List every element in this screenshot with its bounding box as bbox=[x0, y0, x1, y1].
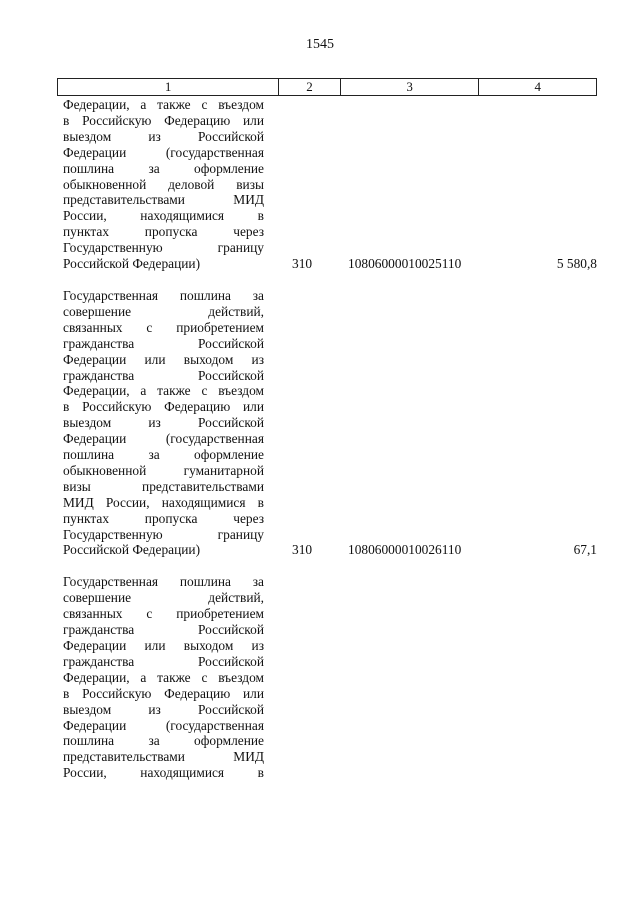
header-col-3: 3 bbox=[341, 79, 479, 95]
description-line: Государственная пошлина за bbox=[63, 574, 264, 590]
row-description bbox=[63, 97, 264, 272]
description-line: в Российскую Федерацию или bbox=[63, 399, 264, 415]
row-gap bbox=[63, 558, 603, 574]
table-row bbox=[63, 574, 603, 781]
table-header bbox=[57, 78, 597, 96]
description-line: Государственную границу bbox=[63, 526, 264, 542]
description-line: Государственная пошлина за bbox=[63, 287, 264, 303]
row-description bbox=[63, 288, 264, 558]
table-row bbox=[63, 97, 603, 272]
table-body bbox=[63, 97, 603, 781]
row-gap bbox=[63, 272, 603, 288]
description-line: связанных с приобретением bbox=[63, 319, 264, 335]
description-line: в Российскую Федерацию или bbox=[63, 112, 264, 128]
description-line: обыкновенной гуманитарной bbox=[63, 462, 264, 478]
row-admin-code: 310 bbox=[292, 256, 313, 272]
description-line: Федерации (государственная bbox=[63, 431, 264, 447]
row-kbk-code: 10806000010026110 bbox=[348, 542, 462, 558]
description-line: представительствами МИД bbox=[63, 749, 264, 765]
description-line: гражданства Российской bbox=[63, 367, 264, 383]
description-line: связанных с приобретением bbox=[63, 606, 264, 622]
header-col-2: 2 bbox=[279, 79, 341, 95]
description-line: России, находящимися в bbox=[63, 208, 264, 224]
description-line: Государственную границу bbox=[63, 240, 264, 256]
description-line: визы представительствами bbox=[63, 478, 264, 494]
description-line: обыкновенной деловой визы bbox=[63, 176, 264, 192]
description-line: Федерации или выходом из bbox=[63, 351, 264, 367]
description-line: пошлина за оформление bbox=[63, 733, 264, 749]
description-line: Федерации (государственная bbox=[63, 717, 264, 733]
row-amount: 67,1 bbox=[573, 542, 597, 558]
description-line: представительствами МИД bbox=[63, 192, 264, 208]
description-line: пошлина за оформление bbox=[63, 447, 264, 463]
description-line: Федерации, а также с въездом bbox=[63, 669, 264, 685]
description-line: пунктах пропуска через bbox=[63, 224, 264, 240]
page-number: 1545 bbox=[306, 37, 334, 52]
row-admin-code: 310 bbox=[292, 542, 313, 558]
description-line: России, находящимися в bbox=[63, 765, 264, 781]
description-line: гражданства Российской bbox=[63, 653, 264, 669]
description-line: Федерации, а также с въездом bbox=[63, 97, 264, 112]
description-line: совершение действий, bbox=[63, 590, 264, 606]
row-kbk-code: 10806000010025110 bbox=[348, 256, 462, 272]
row-description bbox=[63, 574, 264, 781]
description-line: выездом из Российской bbox=[63, 128, 264, 144]
description-line: Российской Федерации) bbox=[63, 256, 201, 272]
description-line: пунктах пропуска через bbox=[63, 510, 264, 526]
description-line: выездом из Российской bbox=[63, 415, 264, 431]
description-line: выездом из Российской bbox=[63, 701, 264, 717]
table-row bbox=[63, 288, 603, 558]
description-line: Федерации или выходом из bbox=[63, 638, 264, 653]
row-amount: 5 580,8 bbox=[556, 256, 597, 272]
header-col-4: 4 bbox=[534, 79, 541, 94]
description-line: в Российскую Федерацию или bbox=[63, 685, 264, 701]
description-line: пошлина за оформление bbox=[63, 160, 264, 176]
description-line: МИД России, находящимися в bbox=[63, 494, 264, 510]
description-line: гражданства Российской bbox=[63, 622, 264, 638]
description-line: Федерации, а также с въездом bbox=[63, 383, 264, 399]
description-line: совершение действий, bbox=[63, 303, 264, 319]
description-line: Российской Федерации) bbox=[63, 542, 201, 558]
header-col-1: 1 bbox=[58, 79, 279, 95]
description-line: гражданства Российской bbox=[63, 335, 264, 351]
description-line: Федерации (государственная bbox=[63, 144, 264, 160]
